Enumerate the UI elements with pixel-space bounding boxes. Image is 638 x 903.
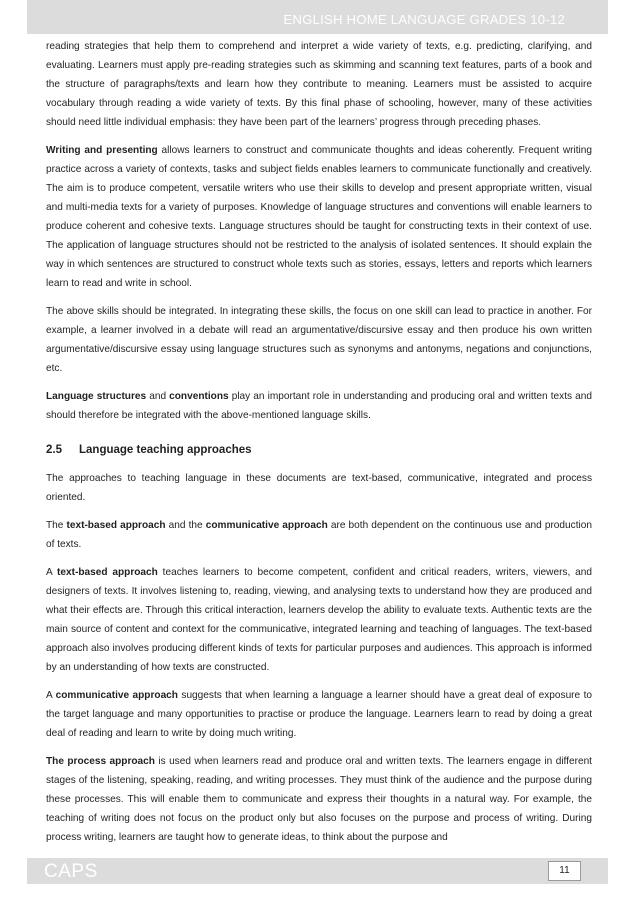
page-number: 11: [548, 861, 581, 881]
header-band: [27, 0, 608, 34]
term-writing-presenting: Writing and presenting: [46, 145, 158, 156]
paragraph-approaches-intro: The approaches to teaching language in these documents are text-based, communicative, integrated and process oriented.: [46, 473, 592, 503]
running-header-title: ENGLISH HOME LANGUAGE GRADES 10-12: [283, 12, 565, 27]
term-text-based-approach: text-based approach: [66, 520, 166, 531]
paragraph-text-based: A text-based approach teaches learners to become competent, confident and critical readers, writers, viewers, and designers of texts. It involves listening to, reading, viewing, and analysing texts to understand how they are produced and what their effects are. Through this critical interaction, learners develop the ability to evaluate texts. Authentic texts are the main source of content and context for the communicative, integrated learning and teaching of languages. The text-based approach also involves producing different kinds of texts for particular purposes and audiences. This approach is informed by an understanding of how texts are constructed.: [46, 567, 592, 673]
paragraph-communicative: A communicative approach suggests that when learning a language a learner should have a great deal of exposure to the target language and many opportunities to practise or produce the language. Learners learn to read by doing a great deal of reading and learn to write by doing much writing.: [46, 690, 592, 739]
section-heading: [46, 441, 592, 459]
term-communicative: communicative approach: [55, 690, 178, 701]
paragraph-integrated-skills: The above skills should be integrated. In integrating these skills, the focus on one skill can lead to practice in another. For example, a learner involved in a debate will read an argumentative/discursive essay and then produce his own written argumentative/discursive essay using language structures such as synonyms and antonyms, negations and conjunctions, etc.: [46, 306, 592, 374]
section-number: 2.5: [46, 444, 62, 456]
term-language-structures: Language structures: [46, 391, 147, 402]
paragraph-both-approaches: The text-based approach and the communicative approach are both dependent on the continuous use and production of texts.: [46, 520, 592, 550]
term-conventions: conventions: [169, 391, 229, 402]
footer-band: [27, 858, 608, 884]
paragraph-language-structures: Language structures and conventions play an important role in understanding and producing oral and written texts and should therefore be integrated with the above-mentioned language skills.: [46, 391, 592, 421]
term-process-approach: The process approach: [46, 756, 155, 767]
paragraph-reading-strategies: reading strategies that help them to comprehend and interpret a wide variety of texts, e.g. predicting, clarifying, and evaluating. Learners must apply pre-reading strategies such as skimming and scanning text features, parts of a book and the structure of paragraphs/texts and learn how they contribute to meaning. Learners must be assisted to acquire vocabulary through reading a wide variety of texts. By this final phase of schooling, however, many of these activities should need little individual emphasis: they have been part of the learners’ progress through preceding phases.: [46, 41, 592, 128]
section-title: Language teaching approaches: [79, 444, 252, 456]
term-communicative-approach: communicative approach: [205, 520, 328, 531]
footer-caps-label: CAPS: [44, 861, 98, 882]
paragraph-writing-presenting: Writing and presenting allows learners to construct and communicate thoughts and ideas coherently. Frequent writing practice across a variety of contexts, tasks and subject fields enables learners to communicate functionally and creatively. The aim is to produce competent, versatile writers who use their skills to develop and present appropriate written, visual and multi-media texts for a variety of purposes. Knowledge of language structures and conventions will enable learners to produce coherent and cohesive texts. Language structures should be taught for constructing texts in their context of use. The application of language structures should not be restricted to the analysis of isolated sentences. It should explain the way in which sentences are structured to construct whole texts such as stories, essays, letters and reports which learners learn to read and write in school.: [46, 145, 592, 289]
page-body: [46, 37, 592, 856]
term-text-based: text-based approach: [57, 567, 158, 578]
paragraph-process-approach: The process approach is used when learners read and produce oral and written texts. The learners engage in different stages of the listening, speaking, reading, and writing processes. They must think of the audience and the purpose during these processes. This will enable them to communicate and express their thoughts in a natural way. For example, the teaching of writing does not focus on the product only but also focuses on the purpose and process of writing. During process writing, learners are taught how to generate ideas, to think about the purpose and: [46, 756, 592, 843]
